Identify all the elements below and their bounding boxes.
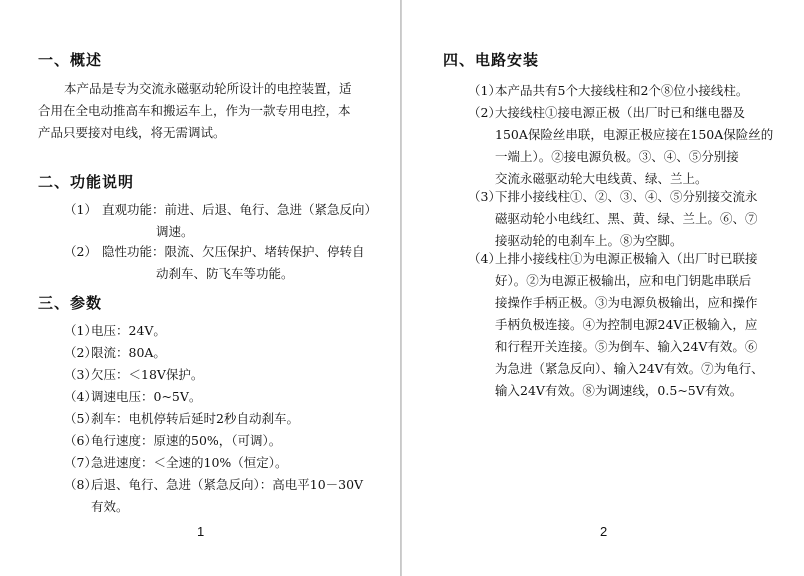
circuit-item-4-line-3: 接操作手柄正极。③为电源负极输出，应和操作 — [495, 295, 758, 310]
param-item-4 — [64, 386, 201, 408]
param-item-7 — [64, 452, 288, 474]
item-number: （2） — [64, 345, 97, 360]
circuit-item-4-line-2: 好）。②为电源正极输出，应和电门钥匙串联后 — [495, 273, 752, 288]
circuit-item-2-line-1: 大接线柱①接电源正极（出厂时已和继电器及 — [495, 105, 746, 120]
right-page — [402, 0, 804, 576]
item-number: （2） — [468, 105, 501, 120]
item-number: （2） — [64, 244, 97, 259]
item-number: （3） — [64, 367, 97, 382]
overview-line-1: 本产品是专为交流永磁驱动轮所设计的电控装置，适 — [64, 81, 352, 96]
item-number: （1） — [468, 83, 501, 98]
circuit-item-4-line-1: 上排小接线柱①为电源正极输入（出厂时已联接 — [495, 251, 758, 266]
circuit-item-3-line-3: 接驱动轮的电刹车上。⑧为空脚。 — [495, 233, 683, 248]
circuit-item-2-line-4: 交流永磁驱动轮大电线黄、绿、兰上。 — [495, 171, 708, 186]
param-item-1-text: 电压：24V。 — [91, 323, 166, 338]
circuit-item-1-line-1: 本产品共有5个大接线柱和2个⑧位小接线柱。 — [495, 83, 749, 98]
item-number: （8） — [64, 477, 97, 492]
param-item-8-line-2: 有效。 — [91, 499, 129, 514]
circuit-item-4-line-6: 为急进（紧急反向）、输入24V有效。⑦为龟行、 — [495, 361, 764, 376]
page-number-left: 1 — [197, 524, 205, 539]
item-number: （7） — [64, 455, 97, 470]
item-number: （3） — [468, 189, 501, 204]
circuit-item-4-line-4: 手柄负极连接。④为控制电源24V正极输入，应 — [495, 317, 758, 332]
item-number: （4） — [64, 389, 97, 404]
circuit-item-1 — [468, 80, 748, 102]
item-number: （1） — [64, 202, 97, 217]
function-item-2-line-1: 隐性功能：限流、欠压保护、堵转保护、停转自 — [102, 244, 365, 259]
page-number-right: 2 — [600, 524, 608, 539]
function-item-2-line-2: 动刹车、防飞车等功能。 — [156, 266, 294, 281]
circuit-item-4-line-5: 和行程开关连接。⑤为倒车、输入24V有效。⑥ — [495, 339, 758, 354]
param-item-2 — [64, 342, 166, 364]
circuit-item-4 — [468, 248, 764, 402]
function-item-2 — [64, 241, 365, 285]
param-item-7-text: 急进速度：＜全速的10%（恒定）。 — [91, 455, 288, 470]
function-item-1-line-1: 直观功能：前进、后退、龟行、急进（紧急反向） — [102, 202, 378, 217]
circuit-item-3-line-2: 磁驱动轮小电线红、黑、黄、绿、兰上。⑥、⑦ — [495, 211, 758, 226]
function-item-1 — [64, 199, 377, 243]
item-number: （4） — [468, 251, 501, 266]
circuit-item-2 — [468, 102, 773, 190]
overview-line-3: 产品只要接对电线，将无需调试。 — [38, 125, 226, 140]
item-number: （1） — [64, 323, 97, 338]
circuit-item-2-line-3: 一端上）。②接电源负极。③、④、⑤分别接 — [495, 149, 739, 164]
param-item-3-text: 欠压：＜18V保护。 — [91, 367, 204, 382]
param-item-5 — [64, 408, 299, 430]
circuit-item-3-line-1: 下排小接线柱①、②、③、④、⑤分别接交流永 — [495, 189, 758, 204]
param-item-3 — [64, 364, 203, 386]
circuit-item-4-line-7: 输入24V有效。⑧为调速线，0.5~5V有效。 — [495, 383, 743, 398]
circuit-item-3 — [468, 186, 758, 252]
section-heading-functions: 二、功能说明 — [38, 173, 135, 191]
param-item-8-line-1: 后退、龟行、急进（紧急反向）：高电平10－30V — [91, 477, 364, 492]
section-heading-parameters: 三、参数 — [38, 294, 103, 312]
function-item-1-line-2: 调速。 — [156, 224, 194, 239]
overview-line-2: 合用在全电动推高车和搬运车上，作为一款专用电控，本 — [38, 103, 351, 118]
item-number: （6） — [64, 433, 97, 448]
left-page — [0, 0, 401, 576]
section-heading-overview: 一、概述 — [38, 51, 103, 69]
param-item-6 — [64, 430, 281, 452]
param-item-4-text: 调速电压：0~5V。 — [91, 389, 202, 404]
param-item-6-text: 龟行速度：原速的50%，（可调）。 — [91, 433, 282, 448]
param-item-5-text: 刹车：电机停转后延时2秒自动刹车。 — [91, 411, 299, 426]
item-number: （5） — [64, 411, 97, 426]
param-item-2-text: 限流：80A。 — [91, 345, 166, 360]
circuit-item-2-line-2: 150A保险丝串联，电源正极应接在150A保险丝的 — [495, 127, 774, 142]
section-heading-circuit-installation: 四、电路安装 — [443, 51, 540, 69]
param-item-1 — [64, 320, 166, 342]
param-item-8 — [64, 474, 363, 518]
